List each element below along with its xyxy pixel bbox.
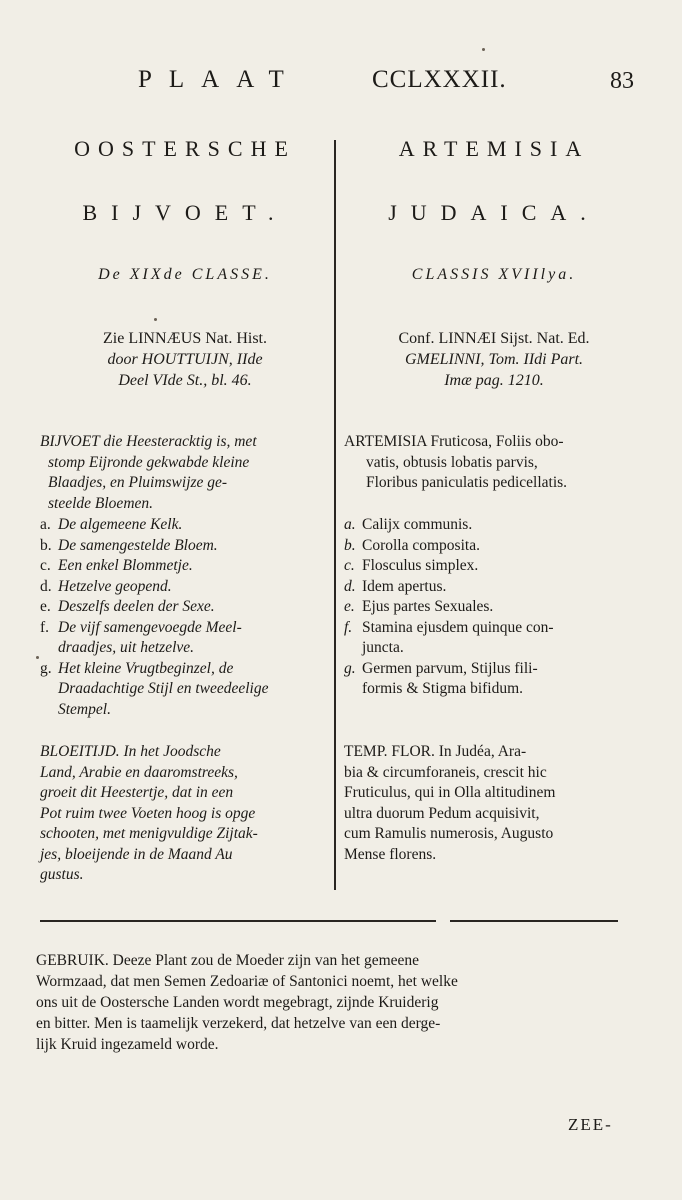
catchword: ZEE- — [568, 1115, 613, 1134]
flowering-line: BLOEITIJD. In het Joodsche — [40, 743, 221, 760]
column-divider — [334, 140, 336, 890]
left-desc-line: stomp Eijronde gekwabde kleine — [48, 453, 250, 471]
right-ref-line-2: GMELINNI, Tom. IIdi Part. — [404, 351, 584, 368]
item-text: De samengestelde Bloem. — [58, 536, 218, 554]
list-item-continued — [40, 638, 330, 659]
list-item — [40, 618, 330, 639]
right-flowering-paragraph — [344, 742, 644, 865]
usage-line: GEBRUIK. Deeze Plant zou de Moeder zijn van het gemeene — [36, 952, 420, 969]
right-item-list — [344, 515, 644, 700]
right-desc-line: Floribus paniculatis pedicellatis. — [366, 474, 568, 491]
left-flowering-paragraph — [40, 742, 330, 886]
left-title-1: OOSTERSCHE — [74, 136, 296, 161]
list-item-continued: juncta. — [362, 639, 404, 656]
item-text: De vijf samengevoegde Meel- — [58, 618, 242, 636]
left-ref-line-3: Deel VIde St., bl. 46. — [118, 372, 252, 389]
item-text: Ejus partes Sexuales. — [362, 598, 494, 615]
list-item — [344, 659, 644, 680]
item-letter: f. — [40, 618, 50, 636]
plate-label: PLAAT — [138, 66, 301, 93]
left-title-2: BIJVOET. — [82, 200, 288, 225]
usage-paragraph — [36, 950, 636, 1055]
item-letter: f. — [344, 618, 353, 636]
flowering-line: groeit dit Heestertje, dat in een — [40, 784, 234, 801]
right-reference — [344, 328, 644, 391]
right-ref-line-3: Imæ pag. 1210. — [444, 372, 544, 389]
horizontal-rule-left — [40, 920, 436, 922]
paper-spot — [482, 48, 485, 51]
flowering-line: cum Ramulis numerosis, Augusto — [344, 825, 554, 842]
usage-line: ons uit de Oostersche Landen wordt megebragt, zijnde Kruiderig — [36, 994, 439, 1011]
left-description — [40, 432, 330, 514]
item-letter: e. — [344, 598, 355, 615]
left-item-list — [40, 515, 330, 720]
flowering-line: Land, Arabie en daaromstreeks, — [40, 763, 238, 781]
item-text: Flosculus simplex. — [362, 557, 479, 574]
flowering-line: jes, bloeijende in de Maand Au — [40, 845, 233, 863]
item-letter: d. — [344, 577, 356, 595]
right-description — [344, 432, 644, 494]
usage-line: en bitter. Men is taamelijk verzekerd, dat hetzelve van een derge- — [36, 1015, 441, 1032]
item-text: Hetzelve geopend. — [58, 577, 172, 595]
flowering-line: Fruticulus, qui in Olla altitudinem — [344, 784, 556, 801]
flowering-line: Mense florens. — [344, 845, 437, 863]
right-title-2: JUDAICA. — [388, 200, 600, 225]
list-item — [40, 597, 330, 618]
item-text: De algemeene Kelk. — [58, 516, 183, 533]
flowering-line: gustus. — [40, 866, 84, 883]
flowering-line: bia & circumforaneis, crescit hic — [344, 763, 547, 781]
flowering-line: TEMP. FLOR. In Judéa, Ara- — [344, 743, 527, 760]
list-item — [344, 597, 644, 618]
item-text: Calijx communis. — [362, 516, 473, 533]
right-ref-line-1: Conf. LINNÆI Sijst. Nat. Ed. — [398, 330, 590, 347]
left-reference — [40, 328, 330, 391]
item-letter: d. — [40, 577, 52, 595]
flowering-line: Pot ruim twee Voeten hoog is opge — [40, 804, 256, 822]
item-text: Stamina ejusdem quinque con- — [362, 618, 554, 636]
left-class-line: De XIXde CLASSE. — [98, 266, 272, 283]
list-item — [344, 618, 644, 639]
usage-line: lijk Kruid ingezameld worde. — [36, 1036, 219, 1053]
item-letter: a. — [344, 516, 356, 533]
item-text: Deszelfs deelen der Sexe. — [58, 598, 215, 615]
item-text: Een enkel Blommetje. — [58, 557, 193, 574]
left-desc-line: Blaadjes, en Pluimswijze ge- — [48, 474, 228, 491]
list-item — [344, 515, 644, 536]
plate-number: CCLXXXII. — [372, 66, 507, 93]
item-letter: e. — [40, 598, 51, 615]
list-item — [40, 577, 330, 598]
item-text: Germen parvum, Stijlus fili- — [362, 659, 538, 677]
item-text: Het kleine Vrugtbeginzel, de — [58, 659, 234, 677]
list-item — [40, 515, 330, 536]
right-class-line: CLASSIS XVIIlya. — [411, 266, 577, 283]
item-letter: a. — [40, 516, 51, 533]
item-text: Corolla composita. — [362, 536, 480, 554]
item-letter: g. — [344, 659, 356, 677]
paper-spot — [154, 318, 157, 321]
list-item-continued — [40, 679, 330, 700]
list-item-continued — [40, 700, 330, 721]
item-letter: c. — [344, 557, 355, 574]
paper-spot — [36, 656, 39, 659]
running-head — [0, 60, 682, 100]
list-item — [40, 556, 330, 577]
item-letter: b. — [344, 536, 356, 554]
horizontal-rule-right — [450, 920, 618, 922]
item-letter: g. — [40, 659, 52, 677]
list-item — [344, 536, 644, 557]
list-item-continued: formis & Stigma bifidum. — [362, 680, 524, 697]
item-letter: b. — [40, 536, 52, 554]
usage-line: Wormzaad, dat men Semen Zedoariæ of Santonici noemt, het welke — [36, 973, 458, 990]
item-text: Draadachtige Stijl en tweedeelige — [58, 680, 269, 697]
left-desc-line: steelde Bloemen. — [48, 494, 154, 512]
item-text: Stempel. — [58, 700, 111, 718]
flowering-line: ultra duorum Pedum acquisivit, — [344, 804, 540, 822]
page-number: 83 — [610, 68, 634, 94]
left-desc-line: BIJVOET die Heesteracktig is, met — [40, 433, 257, 450]
item-letter: c. — [40, 557, 51, 574]
list-item — [344, 577, 644, 598]
right-title-1: ARTEMISIA — [398, 136, 590, 161]
item-text: draadjes, uit hetzelve. — [58, 639, 195, 656]
left-ref-line-2: door HOUTTUIJN, IIde — [107, 351, 263, 368]
list-item — [344, 556, 644, 577]
item-text: Idem apertus. — [362, 577, 447, 595]
flowering-line: schooten, met menigvuldige Zijtak- — [40, 825, 258, 842]
list-item — [40, 536, 330, 557]
right-desc-line: ARTEMISIA Fruticosa, Foliis obo- — [344, 433, 564, 450]
left-ref-line-1: Zie LINNÆUS Nat. Hist. — [103, 330, 267, 347]
right-desc-line: vatis, obtusis lobatis parvis, — [366, 453, 538, 471]
list-item — [40, 659, 330, 680]
